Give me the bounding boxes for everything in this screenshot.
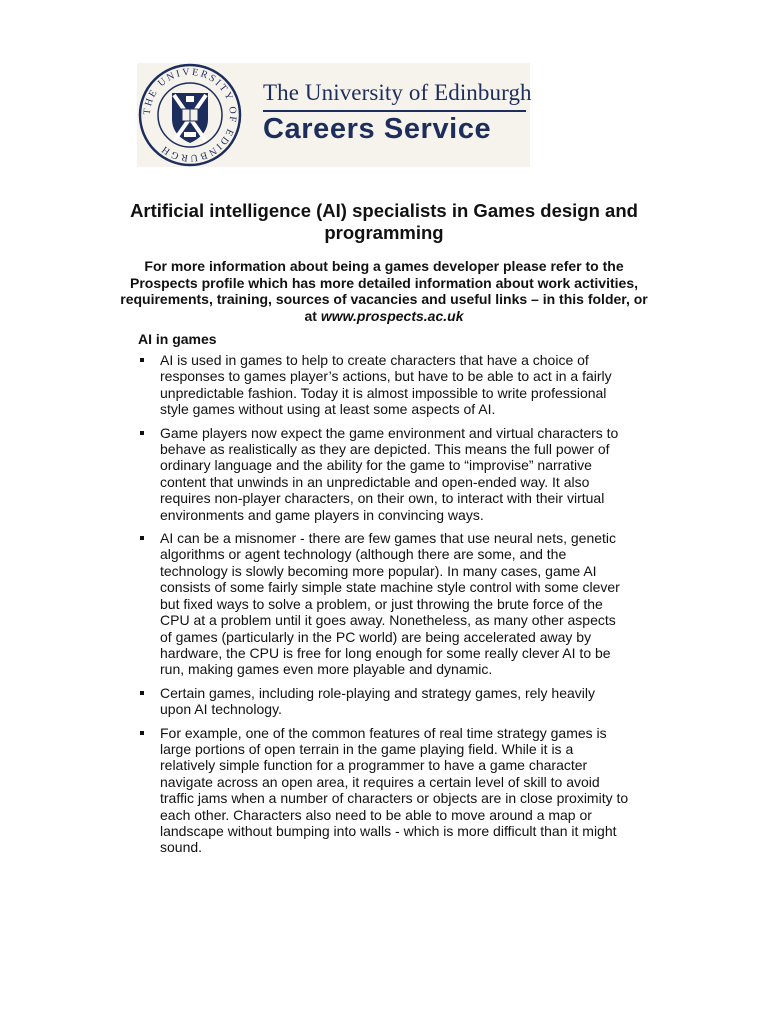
university-crest-logo xyxy=(137,63,243,167)
bullet-text: AI is used in games to help to create characters that have a choice of responses to games player’s actions, but have to be able to act in a fairly unpredictable fashion. Today it is almost impossible to write professional style games without using at least some aspects of AI. xyxy=(160,352,612,418)
crest-ring-text: THE UNIVERSITY OF EDINBURGH xyxy=(141,66,239,164)
bullet-text: AI can be a misnomer - there are few games that use neural nets, genetic algorithms or agent technology (although there are some, and the technology is slowly becoming more popular). In many cases, game AI consists of some fairly simple state machine style control with some clever but fixed ways to solve a problem, or just throwing the brute force of the CPU at a problem until it goes away. Nonetheless, as many other aspects of games (particularly in the PC world) are being accelerated away by hardware, the CPU is free for long enough for some really clever AI to be run, making games even more playable and dynamic. xyxy=(160,530,620,678)
prospects-url: www.prospects.ac.uk xyxy=(320,307,464,324)
bullet-square-icon xyxy=(140,358,144,362)
letterhead xyxy=(137,63,530,167)
document-title: Artificial intelligence (AI) specialists in Games design and programming xyxy=(130,200,638,243)
section-heading: AI in games xyxy=(138,331,217,347)
bullet-item xyxy=(138,725,630,856)
intro-text: For more information about being a games developer please refer to the Prospects profile which has more detailed information about work activities, requirements, training, sources of vacancies and useful links – in this folder, or at xyxy=(120,258,648,324)
bullet-square-icon xyxy=(140,536,144,540)
bullet-square-icon xyxy=(140,731,144,735)
bullet-item xyxy=(138,530,630,678)
header-divider xyxy=(263,110,526,112)
bullet-square-icon xyxy=(140,691,144,695)
intro-paragraph xyxy=(118,258,650,324)
bullet-square-icon xyxy=(140,431,144,435)
bullet-text: Certain games, including role-playing and strategy games, rely heavily upon AI technology. xyxy=(160,684,595,718)
bullet-text: Game players now expect the game environment and virtual characters to behave as realistically as they are depicted. This means the full power of ordinary language and the ability for the game to “improvise” narrative content that unwinds in an unpredictable and open-ended way. It also requires non-player characters, on their own, to interact with their virtual environments and game players in convincing ways. xyxy=(160,424,619,523)
bullet-item xyxy=(138,352,630,418)
university-name: The University of Edinburgh xyxy=(263,80,532,105)
careers-service-name: Careers Service xyxy=(263,113,492,145)
bullet-text: For example, one of the common features of real time strategy games is large portions of open terrain in the game playing field. While it is a relatively simple function for a programmer to have a game character navigate across an open area, it requires a certain level of skill to avoid traffic jams when a number of characters or objects are in close proximity to each other. Characters also need to be able to move around a map or landscape without bumping into walls - which is more difficult than it might sound. xyxy=(160,724,629,856)
bullet-list xyxy=(138,352,630,863)
bullet-item xyxy=(138,425,630,523)
bullet-item xyxy=(138,685,630,718)
